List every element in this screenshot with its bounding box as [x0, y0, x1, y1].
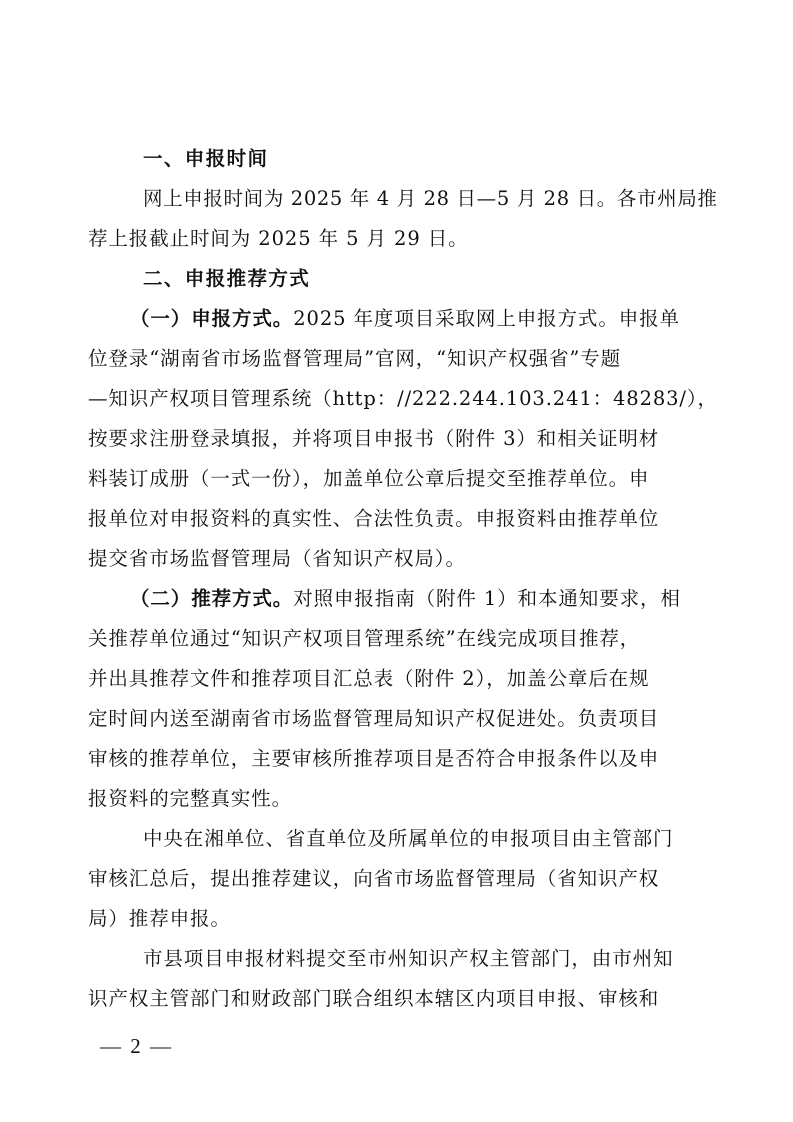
paragraph-line: 局）推荐申报。 [88, 907, 231, 930]
page-number: — 2 — [100, 1034, 173, 1058]
paragraph-line: 审核的推荐单位，主要审核所推荐项目是否符合申报条件以及申 [88, 747, 660, 770]
section-heading-application-methods: 二、申报推荐方式 [143, 267, 311, 290]
section-heading-application-time: 一、申报时间 [143, 147, 269, 170]
paragraph-line: 市县项目申报材料提交至市州知识产权主管部门，由市州知 [143, 947, 674, 970]
subsection-label-recommendation-method: （二）推荐方式。 [130, 587, 294, 610]
paragraph-text: 对照申报指南（附件 1）和本通知要求，相 [293, 587, 681, 610]
paragraph-line: 按要求注册登录填报，并将项目申报书（附件 3）和相关证明材 [88, 427, 660, 450]
paragraph-line: 料装订成册（一式一份），加盖单位公章后提交至推荐单位。申 [88, 467, 650, 490]
paragraph-line: 提交省市场监督管理局（省知识产权局）。 [88, 547, 466, 570]
paragraph-first-line [130, 309, 680, 329]
paragraph-line: 识产权主管部门和财政部门联合组织本辖区内项目申报、审核和 [88, 987, 660, 1010]
subsection-label-application-method: （一）申报方式。 [130, 307, 294, 330]
paragraph-line: 报资料的完整真实性。 [88, 787, 293, 810]
paragraph-line: 网上申报时间为 2025 年 4 月 28 日—5 月 28 日。各市州局推 [143, 187, 718, 210]
paragraph-first-line [130, 589, 681, 609]
paragraph-line: 审核汇总后，提出推荐建议，向省市场监督管理局（省知识产权 [88, 867, 660, 890]
paragraph-line: —知识产权项目管理系统（http：//222.244.103.241：48283/）， [88, 387, 718, 410]
paragraph-line: 定时间内送至湖南省市场监督管理局知识产权促进处。负责项目 [88, 707, 660, 730]
paragraph-line: 中央在湘单位、省直单位及所属单位的申报项目由主管部门 [143, 827, 674, 850]
paragraph-line: 报单位对申报资料的真实性、合法性负责。申报资料由推荐单位 [88, 507, 660, 530]
paragraph-line: 并出具推荐文件和推荐项目汇总表（附件 2），加盖公章后在规 [88, 667, 650, 690]
paragraph-text: 2025 年度项目采取网上申报方式。申报单 [293, 307, 680, 330]
paragraph-line: 位登录“湖南省市场监督管理局”官网，“知识产权强省”专题 [88, 347, 622, 370]
paragraph-line: 关推荐单位通过“知识产权项目管理系统”在线完成项目推荐， [88, 627, 641, 650]
paragraph-line: 荐上报截止时间为 2025 年 5 月 29 日。 [88, 227, 469, 250]
